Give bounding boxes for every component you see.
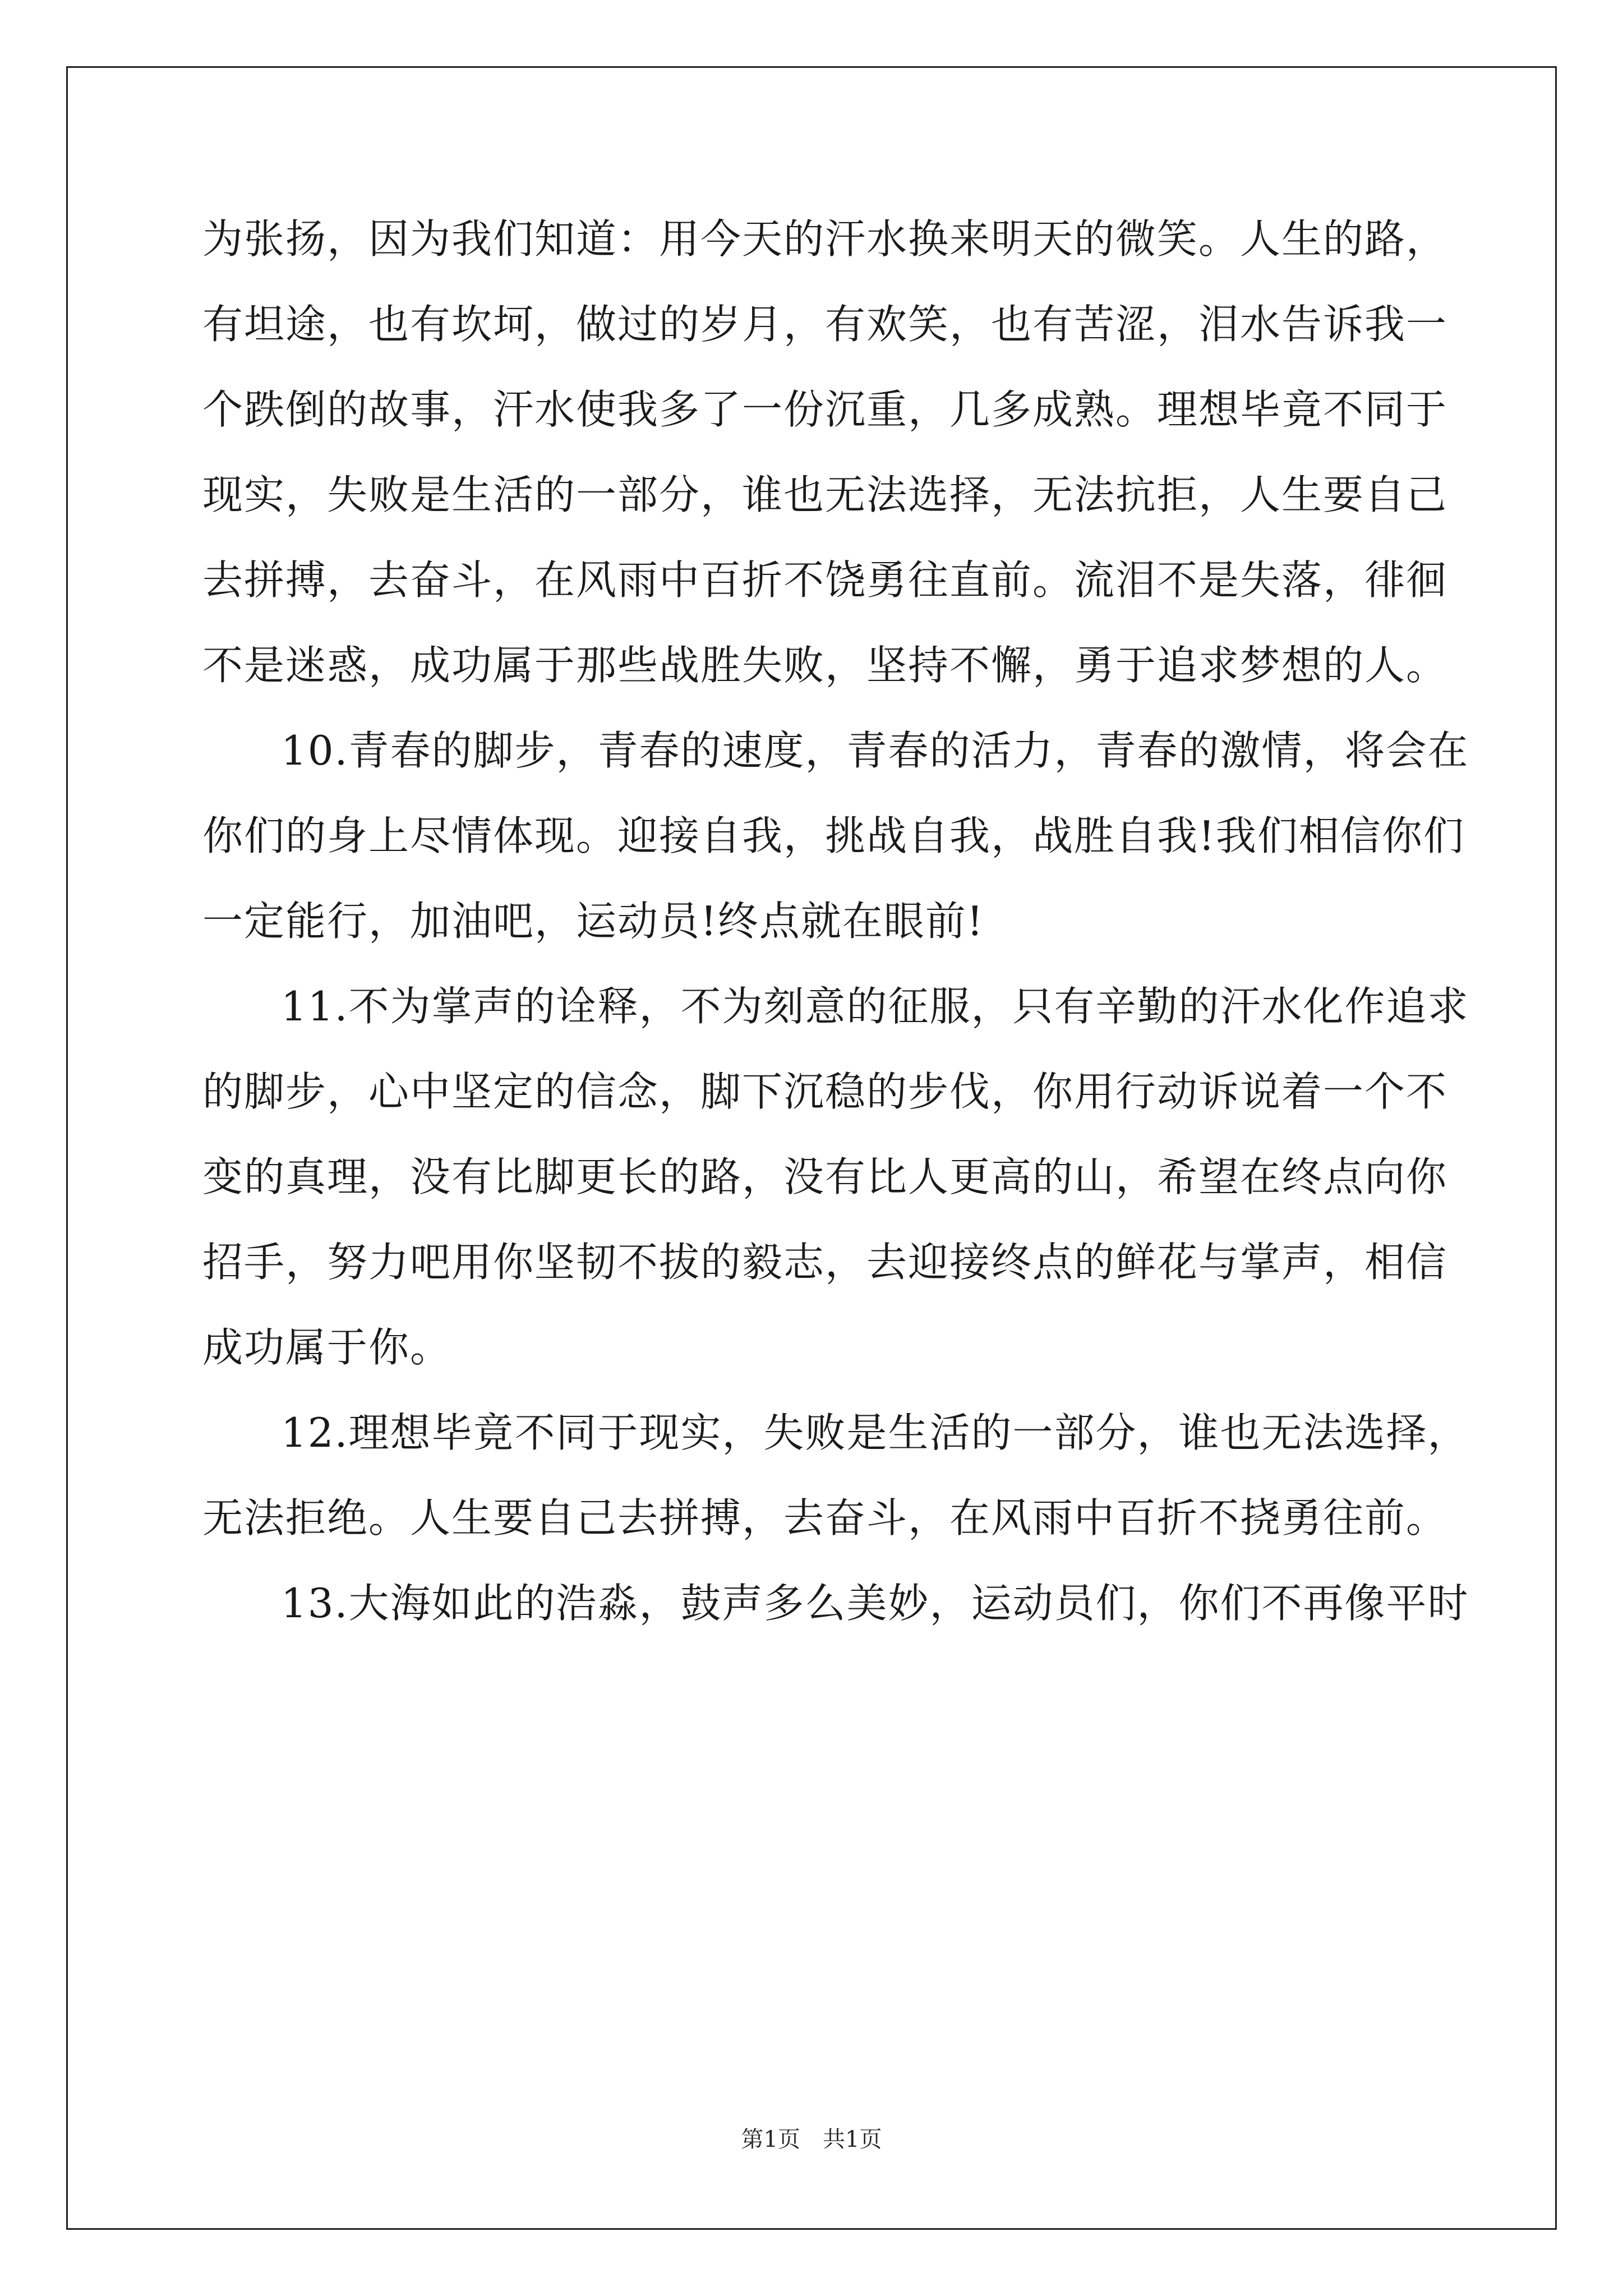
text-line: 招手，努力吧用你坚韧不拔的毅志，去迎接终点的鲜花与掌声，相信 [202,1239,1448,1286]
paragraph-11-start: 11.不为掌声的诠释，不为刻意的征服，只有辛勤的汗水化作追求 [281,983,1469,1030]
paragraph-13-start: 13.大海如此的浩淼，鼓声多么美妙，运动员们，你们不再像平时 [281,1580,1469,1627]
text-line: 的脚步，心中坚定的信念，脚下沉稳的步伐，你用行动诉说着一个不 [202,1068,1448,1115]
text-line: 不是迷惑，成功属于那些战胜失败，坚持不懈，勇于追求梦想的人。 [202,642,1448,689]
text-line: 个跌倒的故事，汗水使我多了一份沉重，几多成熟。理想毕竟不同于 [202,386,1448,433]
text-line: 为张扬，因为我们知道：用今天的汗水换来明天的微笑。人生的路， [202,215,1448,263]
text-line: 变的真理，没有比脚更长的路，没有比人更高的山，希望在终点向你 [202,1153,1448,1200]
text-line: 你们的身上尽情体现。迎接自我，挑战自我，战胜自我!我们相信你们 [202,812,1465,859]
text-line: 有坦途，也有坎坷，做过的岁月，有欢笑，也有苦涩，泪水告诉我一 [202,301,1448,348]
text-line: 一定能行，加油吧，运动员!终点就在眼前! [202,898,984,945]
text-line: 无法拒绝。人生要自己去拼搏，去奋斗，在风雨中百折不挠勇往前。 [202,1494,1448,1542]
text-line: 去拼搏，去奋斗，在风雨中百折不饶勇往直前。流泪不是失落，徘徊 [202,556,1448,604]
text-line: 成功属于你。 [202,1324,452,1371]
page-footer: 第1页 共1页 [741,2127,882,2152]
paragraph-10-start: 10.青春的脚步，青春的速度，青春的活力，青春的激情，将会在 [281,727,1469,774]
text-line: 现实，失败是生活的一部分，谁也无法选择，无法抗拒，人生要自己 [202,471,1448,518]
paragraph-12-start: 12.理想毕竟不同于现实，失败是生活的一部分，谁也无法选择， [281,1409,1469,1456]
